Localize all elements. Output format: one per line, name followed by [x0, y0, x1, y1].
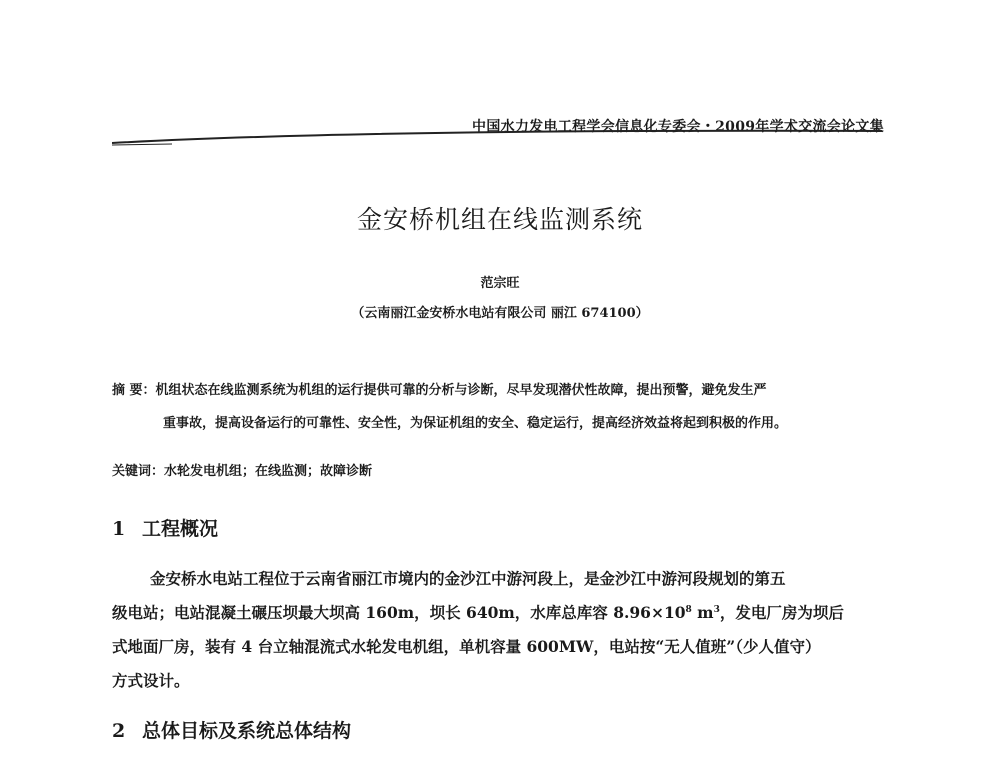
header-rule [112, 122, 882, 162]
paragraph-line-2c: ，发电厂房为坝后 [719, 603, 844, 622]
exponent-8: 8 [685, 604, 692, 615]
abstract-label: 摘 要： [112, 383, 156, 398]
section-1-number: 1 [112, 518, 126, 540]
paragraph-line-3: 式地面厂房，装有 4 台立轴混流式水轮发电机组，单机容量 600MW，电站按“无人值班”（少人值守） [112, 637, 821, 656]
running-head: 中国水力发电工程学会信息化专委会・2009年学术交流会论文集 [472, 119, 884, 135]
keywords [112, 460, 372, 479]
section-1-heading [112, 514, 218, 541]
abstract-text-1: 机组状态在线监测系统为机组的运行提供可靠的分析与诊断，尽早发现潜伏性故障，提出预警，避免发生严 [155, 383, 767, 398]
section-2-heading [112, 716, 351, 743]
paper-affiliation: （云南丽江金安桥水电站有限公司 丽江 674100） [351, 306, 649, 321]
paper-title: 金安桥机组在线监测系统 [356, 205, 643, 234]
keywords-text: 水轮发电机组；在线监测；故障诊断 [164, 464, 373, 479]
paragraph-line-2a: 级电站；电站混凝土碾压坝最大坝高 160m，坝长 640m，水库总库容 8.96×10 [112, 603, 686, 622]
paragraph-line-2b: m [691, 603, 714, 622]
section-2-title: 总体目标及系统总体结构 [142, 720, 352, 742]
abstract-line-2: 重事故，提高设备运行的可靠性、安全性，为保证机组的安全、稳定运行，提高经济效益将起到积极的作用。 [163, 416, 788, 431]
paragraph-line-2 [112, 601, 844, 623]
paragraph-line-1: 金安桥水电站工程位于云南省丽江市境内的金沙江中游河段上，是金沙江中游河段规划的第五 [150, 569, 786, 588]
section-1-title: 工程概况 [142, 518, 219, 540]
paper-author: 范宗旺 [480, 276, 520, 291]
exponent-3: 3 [713, 604, 720, 615]
keywords-label: 关键词： [112, 464, 165, 479]
section-2-number: 2 [112, 720, 126, 742]
abstract-line-1 [112, 379, 767, 398]
paragraph-line-4: 方式设计。 [112, 671, 190, 690]
